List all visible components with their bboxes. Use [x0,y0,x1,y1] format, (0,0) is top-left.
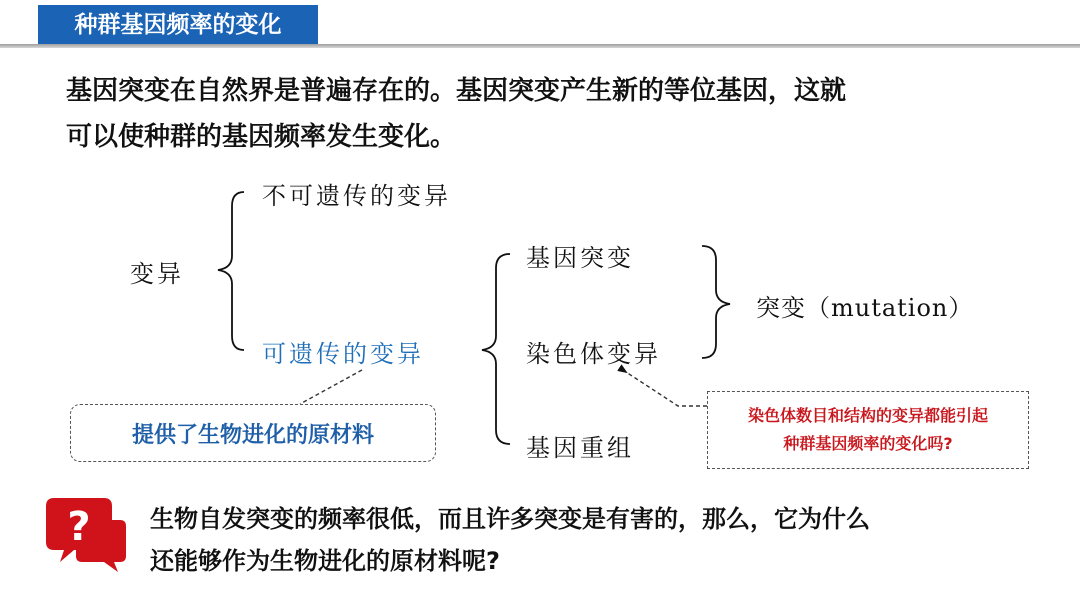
question-line: 种群基因频率的变化吗? [783,434,953,453]
bottom-question [150,498,1050,582]
variation-label: 变异 [130,260,184,288]
question-mark-speech-bubble-icon [46,496,128,572]
svg-text:?: ? [67,504,91,550]
question-line: 染色体数目和结构的变异都能引起 [747,406,988,425]
variation-brace [218,192,244,350]
intro-line: 基因突变在自然界是普遍存在的。基因突变产生新的等位基因，这就 [66,76,847,106]
material-connector [300,370,362,404]
chromosome-variation-label: 染色体变异 [526,340,661,368]
material-callout: 提供了生物进化的原材料 [70,404,436,462]
heritable-brace [482,254,510,444]
mutation-label: 突变（mutation） [756,294,974,322]
gene-recombination-label: 基因重组 [526,434,634,462]
non-heritable-variation-label: 不可遗传的变异 [262,182,451,210]
bottom-question-line: 还能够作为生物进化的原材料呢? [150,547,500,575]
bottom-question-line: 生物自发突变的频率很低，而且许多突变是有害的，那么，它为什么 [150,505,870,533]
mutation-brace [702,246,730,358]
intro-line: 可以使种群的基因频率发生变化。 [66,122,457,152]
question-arrow [626,372,707,406]
gene-mutation-label: 基因突变 [526,244,634,272]
chromosome-question-callout [707,391,1029,469]
heritable-variation-label: 可遗传的变异 [262,340,424,368]
page-title: 种群基因频率的变化 [38,5,318,45]
